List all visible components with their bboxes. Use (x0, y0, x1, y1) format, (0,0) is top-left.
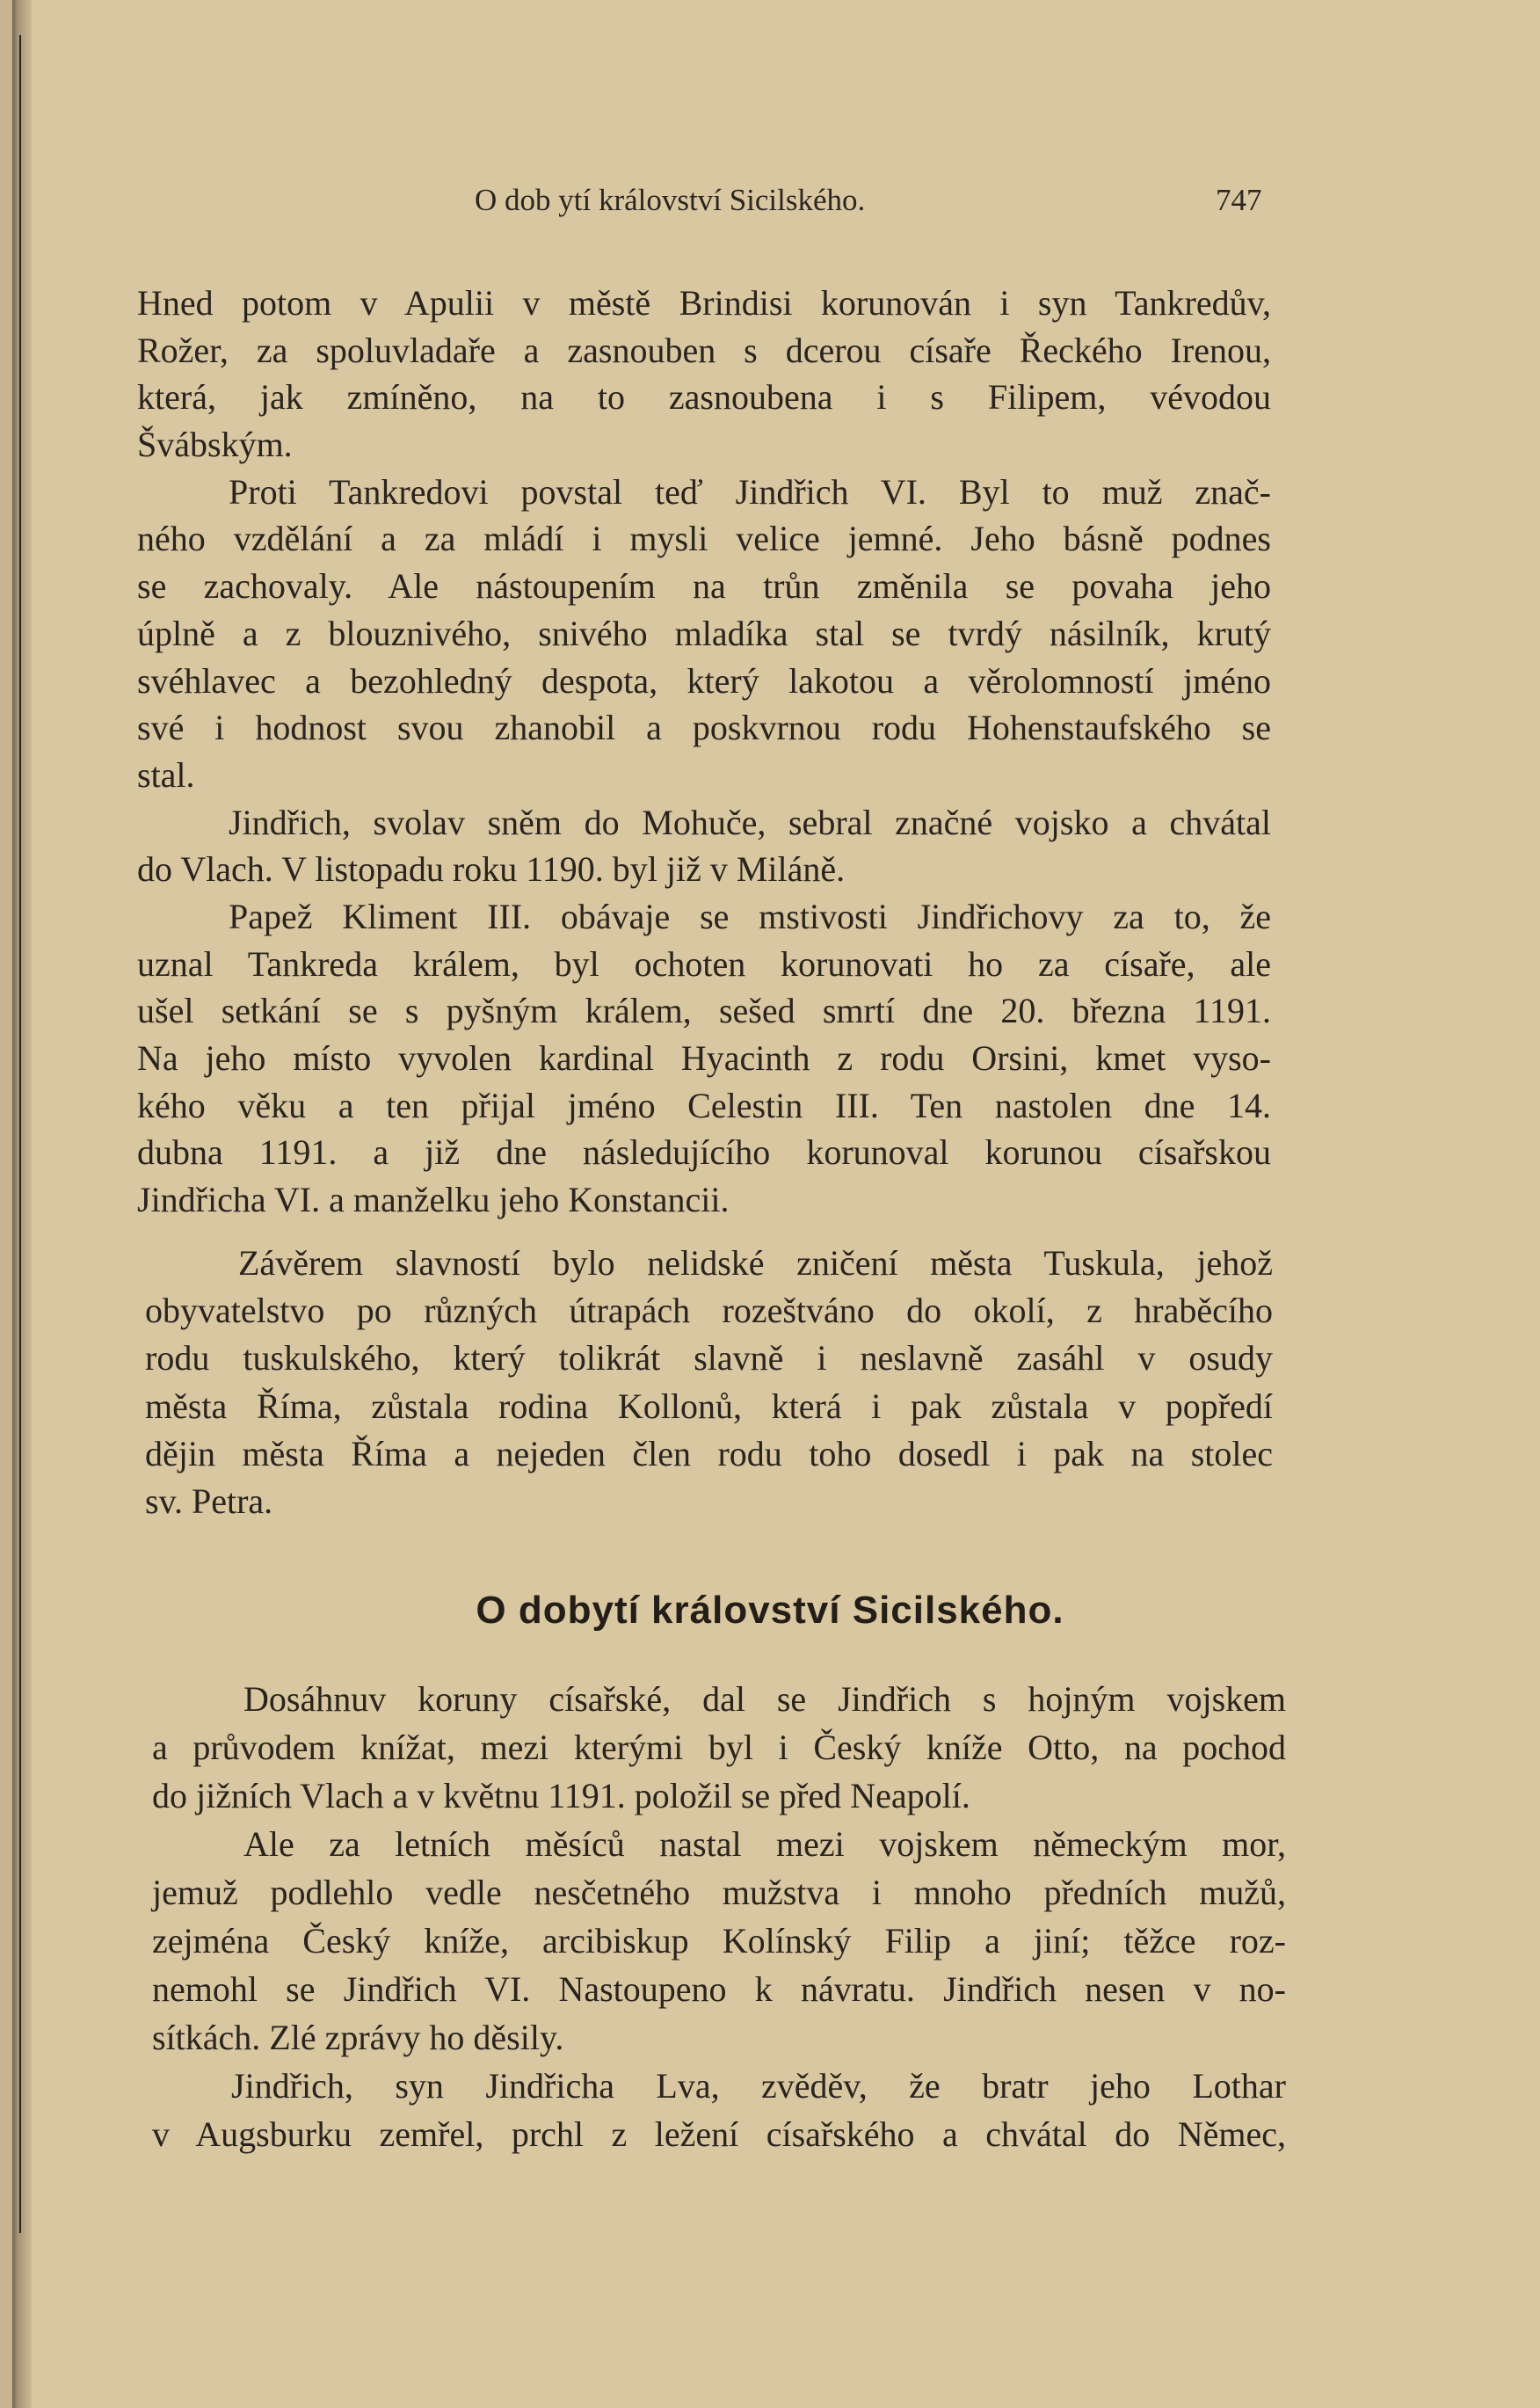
text-line: dubna 1191. a již dne následujícího korunoval korunou císařskou (137, 1132, 1271, 1173)
text-line: Jindřicha VI. a manželku jeho Konstancii. (137, 1180, 730, 1220)
text-line: se zachovaly. Ale nástoupením na trůn změnila se povaha jeho (137, 566, 1271, 607)
text-line: v Augsburku zemřel, prchl z ležení císařského a chvátal do Němec, (152, 2114, 1286, 2154)
text-line: obyvatelstvo po různých útrapách rozeštváno do okolí, z hraběcího (145, 1291, 1273, 1331)
text-line: která, jak zmíněno, na to zasnoubena i s Filipem, vévodou (137, 377, 1271, 418)
paragraph-tusculum (145, 1240, 1273, 1525)
text-line: svéhlavec a bezohledný despota, který lakotou a věrolomností jméno (137, 660, 1271, 701)
text-line: nemohl se Jindřich VI. Nastoupeno k návratu. Jindřich nesen v no- (152, 1969, 1286, 2009)
text-line: ného vzdělání a za mládí i mysli velice jemné. Jeho básně podnes (137, 519, 1271, 559)
text-line: Jindřich, syn Jindřicha Lva, zvěděv, že bratr jeho Lothar (231, 2066, 1286, 2106)
text-line: rodu tuskulského, který tolikrát slavně i neslavně zasáhl v osudy (145, 1338, 1273, 1379)
text-line: stal. (137, 754, 195, 795)
text-block-2 (145, 1240, 1273, 1525)
binding-edge (12, 0, 32, 2408)
text-line: Hned potom v Apulii v městě Brindisi korunován i syn Tankredův, (137, 283, 1271, 323)
text-line: a průvodem knížat, mezi kterými byl i Český kníže Otto, na pochod (152, 1728, 1286, 1767)
page-number: 747 (1216, 183, 1262, 217)
text-block-1 (137, 280, 1271, 1224)
text-line: města Říma, zůstala rodina Kollonů, která i pak zůstala v popředí (145, 1386, 1273, 1426)
text-line: sítkách. Zlé zprávy ho děsily. (152, 2018, 564, 2057)
paragraph-tankred-son (137, 280, 1271, 469)
text-line: ušel setkání se s pyšným králem, sešed smrtí dne 20. března 1191. (137, 991, 1271, 1031)
text-block-3 (152, 1675, 1286, 2158)
text-line: do Vlach. V listopadu roku 1190. byl již v Miláně. (137, 849, 846, 890)
paragraph-mainz-diet (137, 799, 1271, 893)
paragraph-henry-vi (137, 469, 1271, 799)
text-line: jemuž podlehlo vedle nesčetného mužstva i mnoho předních mužů, (152, 1873, 1286, 1912)
page-edge-line (19, 35, 21, 2233)
text-line: do jižních Vlach a v květnu 1191. položil se před Neapolí. (152, 1776, 970, 1815)
text-line: Papež Kliment III. obávaje se mstivosti Jindřichovy za to, že (229, 896, 1271, 936)
paragraph-pope-clement (137, 893, 1271, 1224)
text-line: Jindřich, svolav sněm do Mohuče, sebral značné vojsko a chvátal (229, 802, 1271, 842)
text-line: Rožer, za spoluvladaře a zasnouben s dcerou císaře Řeckého Irenou, (137, 330, 1271, 370)
chapter-heading: O dobytí království Sicilského. (476, 1589, 1064, 1632)
text-line: úplně a z blouznivého, snivého mladíka stal se tvrdý násilník, krutý (137, 613, 1271, 653)
text-line: kého věku a ten přijal jméno Celestin III. Ten nastolen dne 14. (137, 1085, 1271, 1125)
text-line: Závěrem slavností bylo nelidské zničení města Tuskula, jehož (238, 1243, 1273, 1283)
text-line: své i hodnost svou zhanobil a poskvrnou rodu Hohenstaufského se (137, 708, 1271, 748)
text-line: Švábským. (137, 425, 293, 465)
text-line: uznal Tankreda králem, byl ochoten korunovati ho za císaře, ale (137, 943, 1271, 984)
text-line: sv. Petra. (145, 1480, 273, 1521)
running-title: O dob ytí království Sicilského. (475, 183, 866, 217)
text-line: Proti Tankredovi povstal teď Jindřich VI. Byl to muž znač- (229, 471, 1271, 512)
paragraph-plague (152, 1820, 1286, 2062)
text-line: dějin města Říma a nejeden člen rodu toho dosedl i pak na stolec (145, 1433, 1273, 1473)
running-header (0, 183, 1540, 227)
text-line: Ale za letních měsíců nastal mezi vojskem německým mor, (243, 1824, 1286, 1864)
text-line: zejména Český kníže, arcibiskup Kolínský Filip a jiní; těžce roz- (152, 1921, 1286, 1961)
paragraph-imperial-crown (152, 1675, 1286, 1820)
text-line: Dosáhnuv koruny císařské, dal se Jindřich s hojným vojskem (243, 1679, 1286, 1719)
text-line: Na jeho místo vyvolen kardinal Hyacinth z rodu Orsini, kmet vyso- (137, 1038, 1271, 1078)
paragraph-lothar (152, 2062, 1286, 2158)
